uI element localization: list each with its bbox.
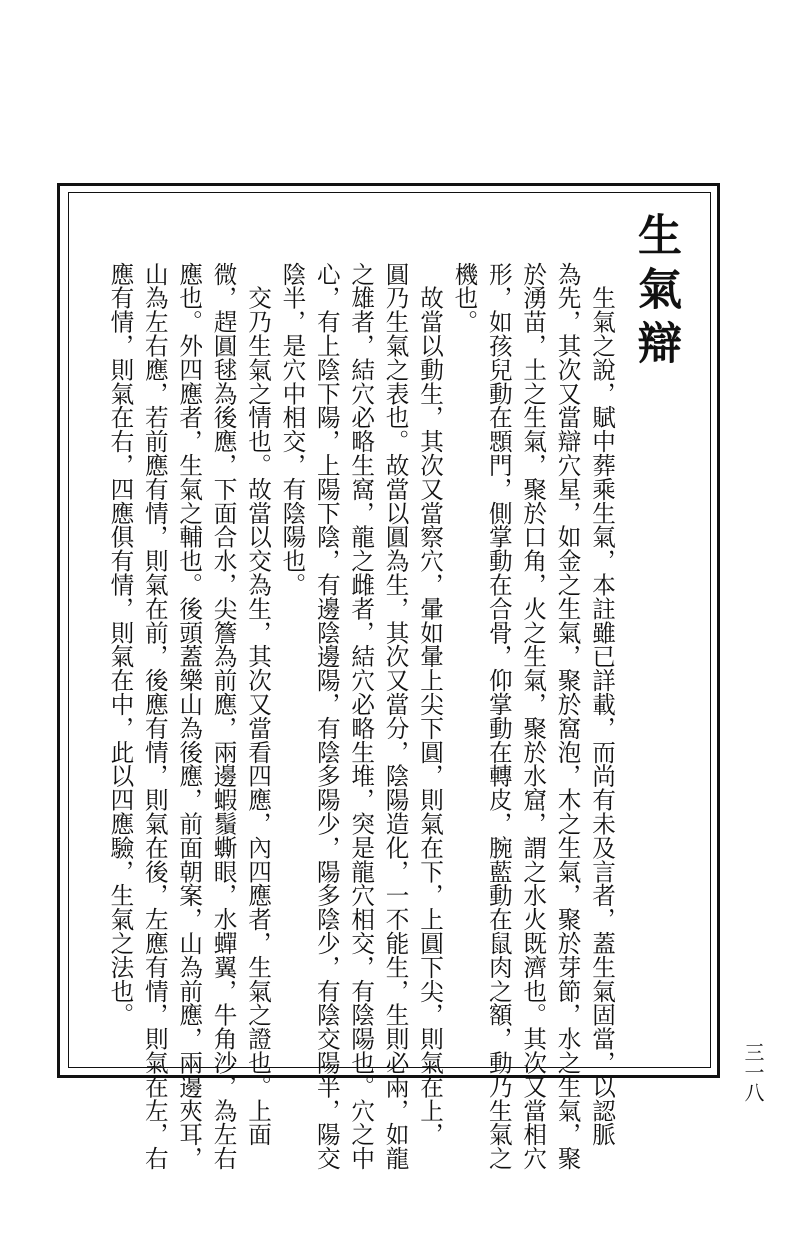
text-column: 生氣之說，賦中葬乘生氣，本註雖已詳載，而尚有未及言者，蓋生氣固當，以認脈 bbox=[588, 262, 616, 1147]
text-column: 陰半，是穴中相交，有陰陽也。 bbox=[278, 262, 307, 597]
text-column: 圓乃生氣之表也。故當以圓為生，其次又當分，陰陽造化，一不能生，生則必兩，如龍 bbox=[381, 262, 410, 1171]
text-column: 形，如孩兒動在顋門，側掌動在合骨，仰掌動在轉皮，腕藍動在鼠肉之額，動乃生氣之 bbox=[484, 262, 513, 1171]
text-column: 應有情，則氣在右，四應俱有情，則氣在中，此以四應驗，生氣之法也。 bbox=[106, 262, 135, 1027]
text-column: 故當以動生，其次又當察穴，暈如暈上尖下圓，則氣在下，上圓下尖，則氣在上， bbox=[416, 262, 444, 1147]
text-column: 心，有上陰下陽，上陽下陰，有邊陰邊陽，有陰多陽少，陽多陰少，有陰交陽半，陽交 bbox=[312, 262, 341, 1171]
text-column: 應也。外四應者，生氣之輔也。後頭蓋樂山為後應，前面朝案，山為前應，兩邊夾耳， bbox=[175, 262, 204, 1171]
text-column: 微，趕圓毬為後應，下面合水，尖簷為前應，兩邊蝦鬚蟖眼，水蟬翼，牛角沙，為左右 bbox=[209, 262, 238, 1171]
text-column: 交乃生氣之情也。故當以交為生，其次又當看四應，內四應者，生氣之證也。上面 bbox=[244, 262, 272, 1147]
text-column: 於湧苗，土之生氣，聚於口角，火之生氣，聚於水窟，謂之水火既濟也。其次又當相穴 bbox=[519, 262, 548, 1171]
text-column: 機也。 bbox=[450, 262, 479, 334]
text-column: 山為左右應，若前應有情，則氣在前，後應有情，則氣在後，左應有情，則氣在左，右 bbox=[140, 262, 169, 1171]
text-column: 為先，其次又當辯穴星，如金之生氣，聚於窩泡，木之生氣，聚於芽節，水之生氣，聚 bbox=[553, 262, 582, 1171]
page-number: 三一八 bbox=[741, 1042, 765, 1102]
page-title: 生氣辯 bbox=[630, 212, 681, 374]
text-column: 之雄者，結穴必略生窩，龍之雌者，結穴必略生堆，突是龍穴相交，有陰陽也。穴之中 bbox=[347, 262, 376, 1171]
